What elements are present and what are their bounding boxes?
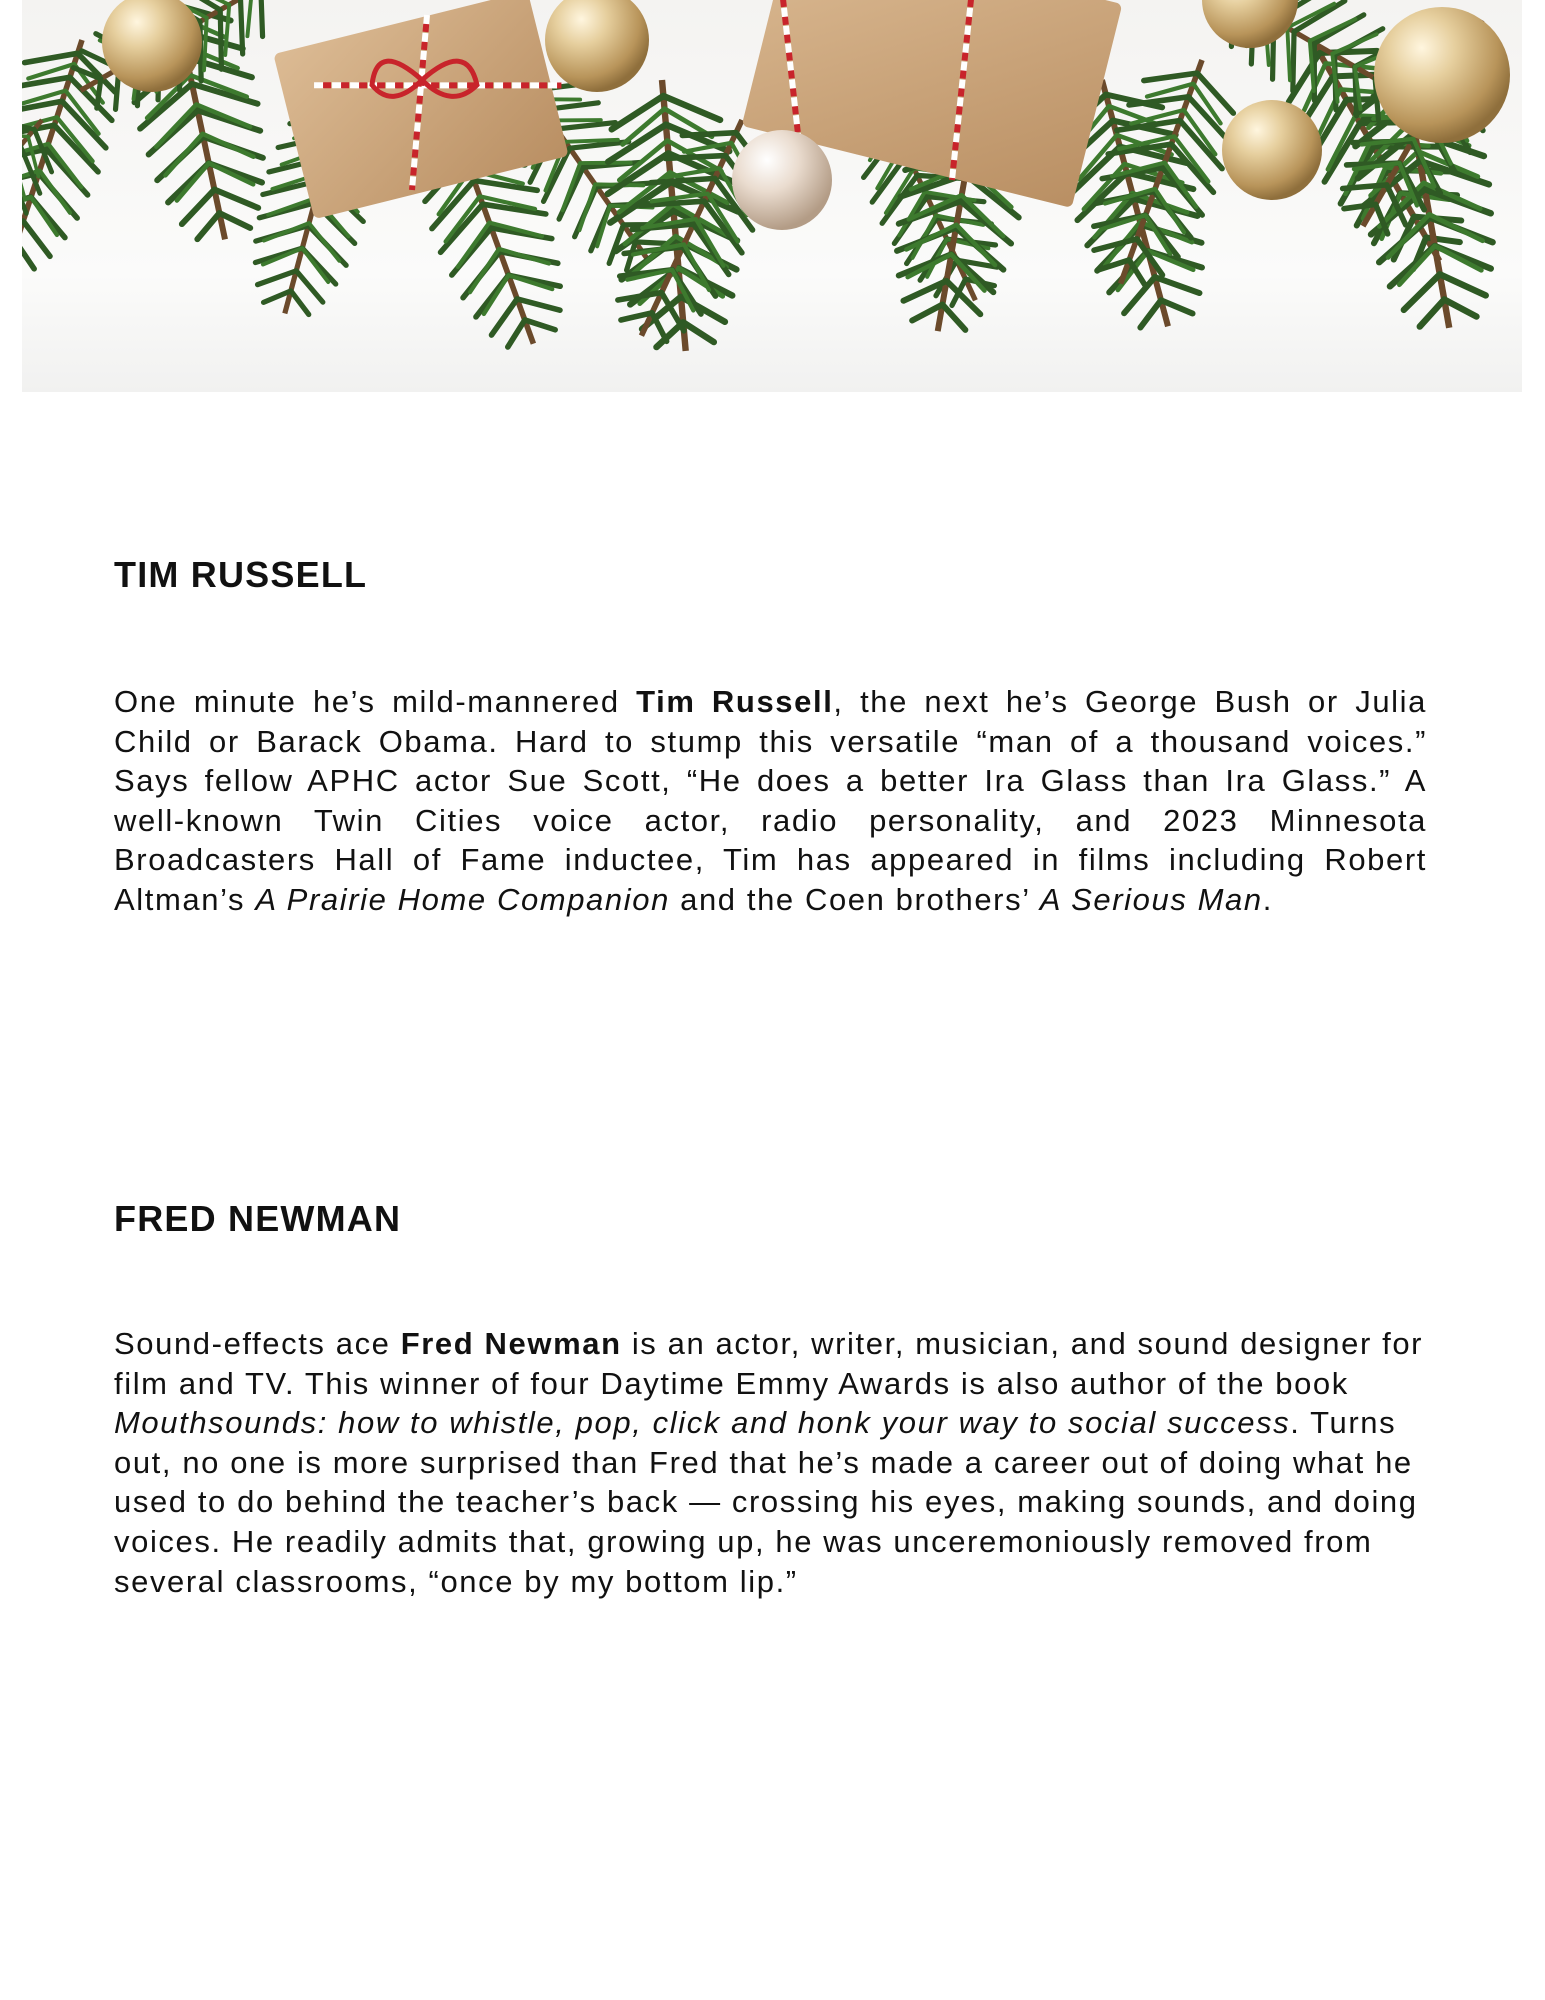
holiday-banner-image bbox=[22, 0, 1522, 392]
bio-heading-tim-russell: TIM RUSSELL bbox=[114, 554, 368, 595]
bio-body: is an actor, writer, musician, and sound designer for film and TV. This winner of four Daytime Emmy Awards is also author of the book bbox=[114, 1326, 1424, 1401]
pine-garland-illustration bbox=[22, 0, 1522, 392]
film-title: A Serious Man bbox=[1039, 881, 1263, 917]
film-title: A Prairie Home Companion bbox=[255, 881, 670, 917]
bio-body: , the next he’s George Bush or Julia Child or Barack Obama. Hard to stump this versatile “man of a thousand voices.” Says fellow APHC actor Sue Scott, “He does a better Ira Glass than Ira Glass.” A well-known Twin Cities voice actor, radio personality, and 2023 Minnesota Broadcasters Hall of Fame inductee, Tim has appeared in films including Robert Altman’s bbox=[114, 684, 1427, 917]
bio-intro: One minute he’s mild-mannered bbox=[114, 684, 637, 719]
bio-text-fred-newman bbox=[114, 1324, 1427, 1601]
bio-connector: and the Coen brothers’ bbox=[669, 881, 1040, 917]
bio-end: . Turns out, no one is more surprised than Fred that he’s made a career out of doing what he used to do behind the teacher’s back — crossing his eyes, making sounds, and doing voices. He readily admits that, growing up, he was unceremoniously removed from several classrooms, “once by my bottom lip.” bbox=[114, 1405, 1418, 1599]
performer-name: Tim Russell bbox=[636, 684, 834, 719]
performer-name: Fred Newman bbox=[400, 1326, 622, 1361]
bio-end: . bbox=[1262, 881, 1273, 917]
bio-intro: Sound-effects ace bbox=[114, 1326, 401, 1361]
bio-heading-fred-newman: FRED NEWMAN bbox=[114, 1198, 402, 1239]
book-title: Mouthsounds: how to whistle, pop, click and honk your way to social success bbox=[114, 1405, 1291, 1441]
bio-text-tim-russell bbox=[114, 682, 1427, 920]
